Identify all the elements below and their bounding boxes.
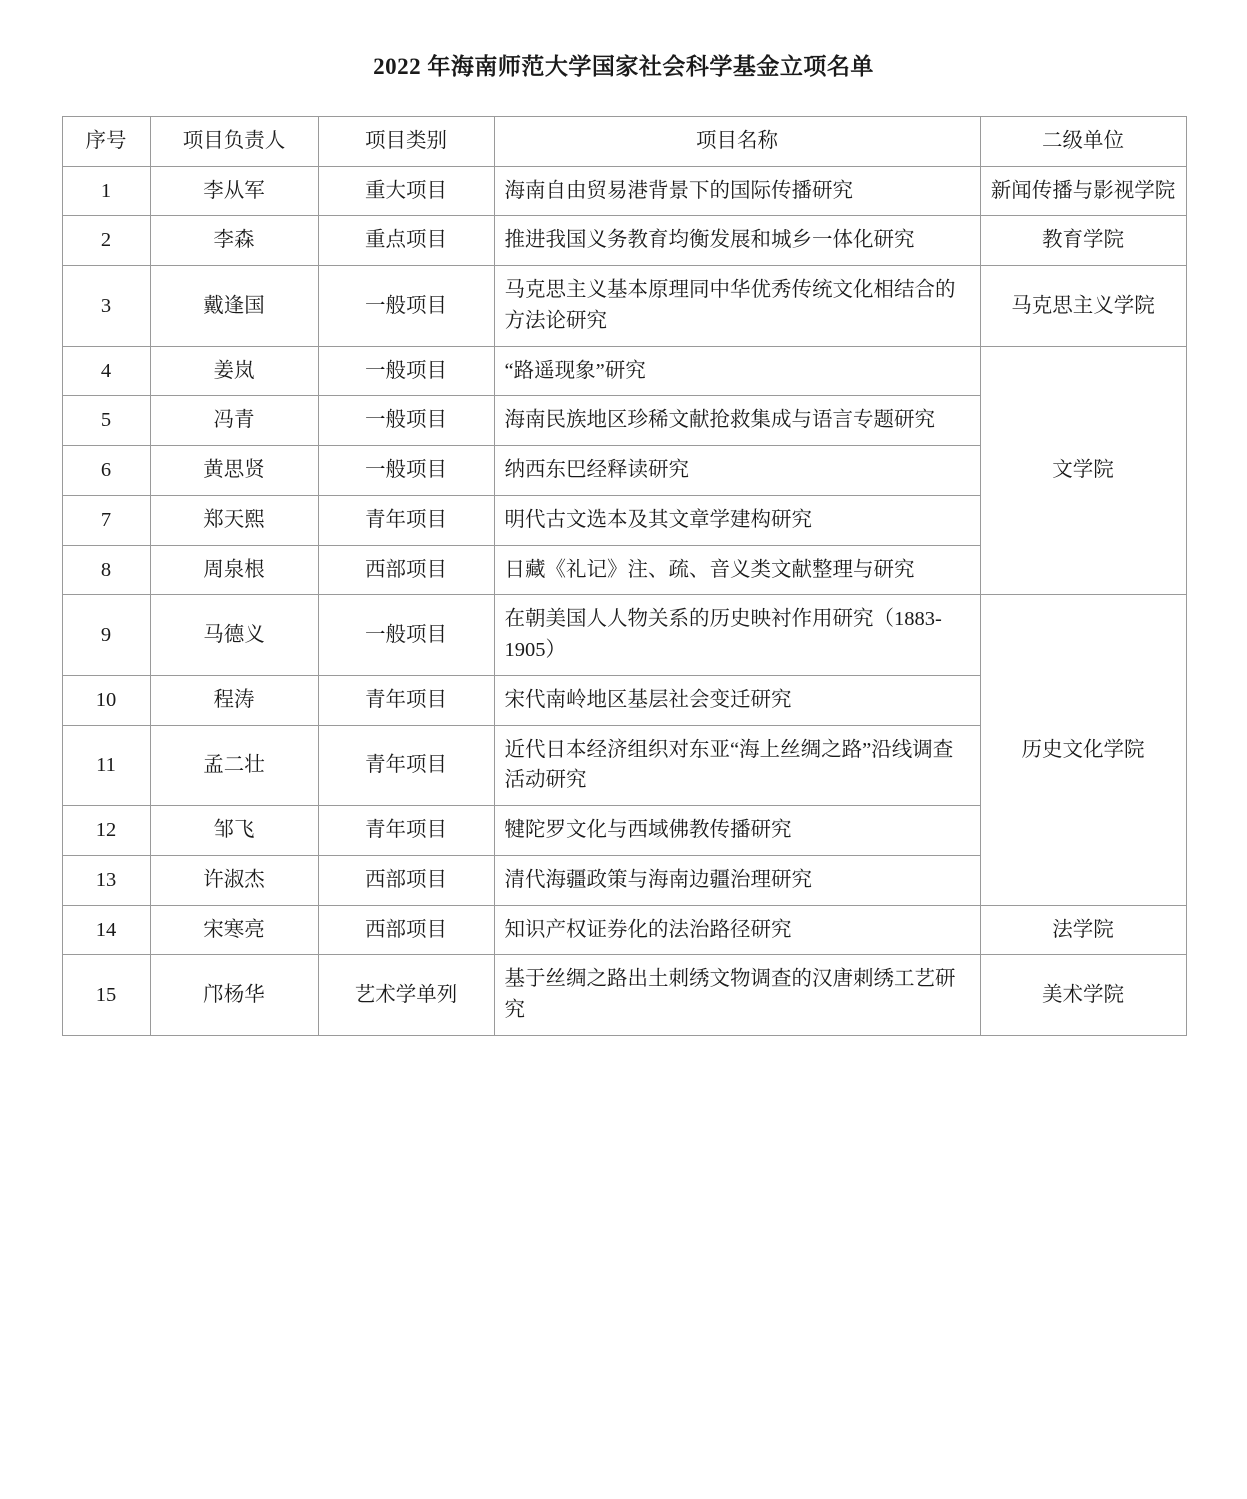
- cell-project-name: “路遥现象”研究: [494, 346, 980, 396]
- cell-principal-investigator: 程涛: [150, 675, 318, 725]
- cell-category: 青年项目: [318, 806, 494, 856]
- cell-principal-investigator: 邝杨华: [150, 955, 318, 1036]
- cell-project-name: 推进我国义务教育均衡发展和城乡一体化研究: [494, 216, 980, 266]
- cell-category: 一般项目: [318, 266, 494, 347]
- cell-principal-investigator: 许淑杰: [150, 855, 318, 905]
- cell-index: 11: [62, 725, 150, 806]
- cell-principal-investigator: 姜岚: [150, 346, 318, 396]
- cell-unit: 历史文化学院: [980, 595, 1186, 905]
- page-title: 2022 年海南师范大学国家社会科学基金立项名单: [373, 54, 874, 79]
- cell-category: 一般项目: [318, 346, 494, 396]
- cell-project-name: 近代日本经济组织对东亚“海上丝绸之路”沿线调查活动研究: [494, 725, 980, 806]
- cell-unit: 美术学院: [980, 955, 1186, 1036]
- cell-project-name: 海南自由贸易港背景下的国际传播研究: [494, 166, 980, 216]
- table-body: [62, 166, 1186, 1035]
- table-row: [62, 346, 1186, 396]
- cell-principal-investigator: 戴逢国: [150, 266, 318, 347]
- cell-unit: 法学院: [980, 905, 1186, 955]
- cell-index: 10: [62, 675, 150, 725]
- table-header-row: [62, 116, 1186, 166]
- cell-index: 12: [62, 806, 150, 856]
- cell-principal-investigator: 冯青: [150, 396, 318, 446]
- table-row: [62, 595, 1186, 676]
- cell-principal-investigator: 邹飞: [150, 806, 318, 856]
- cell-project-name: 纳西东巴经释读研究: [494, 446, 980, 496]
- cell-category: 西部项目: [318, 905, 494, 955]
- cell-project-name: 海南民族地区珍稀文献抢救集成与语言专题研究: [494, 396, 980, 446]
- cell-category: 青年项目: [318, 725, 494, 806]
- cell-project-name: 宋代南岭地区基层社会变迁研究: [494, 675, 980, 725]
- cell-principal-investigator: 孟二壮: [150, 725, 318, 806]
- cell-project-name: 马克思主义基本原理同中华优秀传统文化相结合的方法论研究: [494, 266, 980, 347]
- cell-index: 14: [62, 905, 150, 955]
- grant-table: [62, 116, 1187, 1036]
- cell-principal-investigator: 郑天熙: [150, 495, 318, 545]
- cell-project-name: 基于丝绸之路出土刺绣文物调查的汉唐刺绣工艺研究: [494, 955, 980, 1036]
- table-head: [62, 116, 1186, 166]
- cell-category: 一般项目: [318, 446, 494, 496]
- table-row: [62, 166, 1186, 216]
- cell-principal-investigator: 李森: [150, 216, 318, 266]
- cell-unit: 教育学院: [980, 216, 1186, 266]
- cell-project-name: 在朝美国人人物关系的历史映衬作用研究（1883-1905）: [494, 595, 980, 676]
- cell-index: 4: [62, 346, 150, 396]
- grant-table-wrapper: [62, 116, 1186, 1036]
- cell-principal-investigator: 周泉根: [150, 545, 318, 595]
- cell-unit: 新闻传播与影视学院: [980, 166, 1186, 216]
- cell-category: 青年项目: [318, 495, 494, 545]
- cell-project-name: 日藏《礼记》注、疏、音义类文献整理与研究: [494, 545, 980, 595]
- table-row: [62, 905, 1186, 955]
- cell-category: 重大项目: [318, 166, 494, 216]
- cell-project-name: 清代海疆政策与海南边疆治理研究: [494, 855, 980, 905]
- cell-index: 2: [62, 216, 150, 266]
- cell-category: 西部项目: [318, 855, 494, 905]
- cell-category: 艺术学单列: [318, 955, 494, 1036]
- cell-principal-investigator: 黄思贤: [150, 446, 318, 496]
- column-header-unit: 二级单位: [980, 116, 1186, 166]
- cell-index: 13: [62, 855, 150, 905]
- column-header-index: 序号: [62, 116, 150, 166]
- cell-category: 一般项目: [318, 595, 494, 676]
- cell-index: 7: [62, 495, 150, 545]
- column-header-principal-investigator: 项目负责人: [150, 116, 318, 166]
- cell-index: 9: [62, 595, 150, 676]
- table-row: [62, 216, 1186, 266]
- cell-category: 青年项目: [318, 675, 494, 725]
- cell-category: 一般项目: [318, 396, 494, 446]
- cell-project-name: 知识产权证券化的法治路径研究: [494, 905, 980, 955]
- cell-index: 5: [62, 396, 150, 446]
- cell-project-name: 明代古文选本及其文章学建构研究: [494, 495, 980, 545]
- cell-project-name: 犍陀罗文化与西域佛教传播研究: [494, 806, 980, 856]
- column-header-project-name: 项目名称: [494, 116, 980, 166]
- cell-index: 1: [62, 166, 150, 216]
- cell-category: 西部项目: [318, 545, 494, 595]
- cell-index: 8: [62, 545, 150, 595]
- cell-principal-investigator: 李从军: [150, 166, 318, 216]
- cell-unit: 马克思主义学院: [980, 266, 1186, 347]
- table-row: [62, 266, 1186, 347]
- cell-unit: 文学院: [980, 346, 1186, 595]
- table-row: [62, 955, 1186, 1036]
- cell-principal-investigator: 马德义: [150, 595, 318, 676]
- cell-index: 3: [62, 266, 150, 347]
- cell-category: 重点项目: [318, 216, 494, 266]
- cell-index: 6: [62, 446, 150, 496]
- column-header-category: 项目类别: [318, 116, 494, 166]
- cell-index: 15: [62, 955, 150, 1036]
- cell-principal-investigator: 宋寒亮: [150, 905, 318, 955]
